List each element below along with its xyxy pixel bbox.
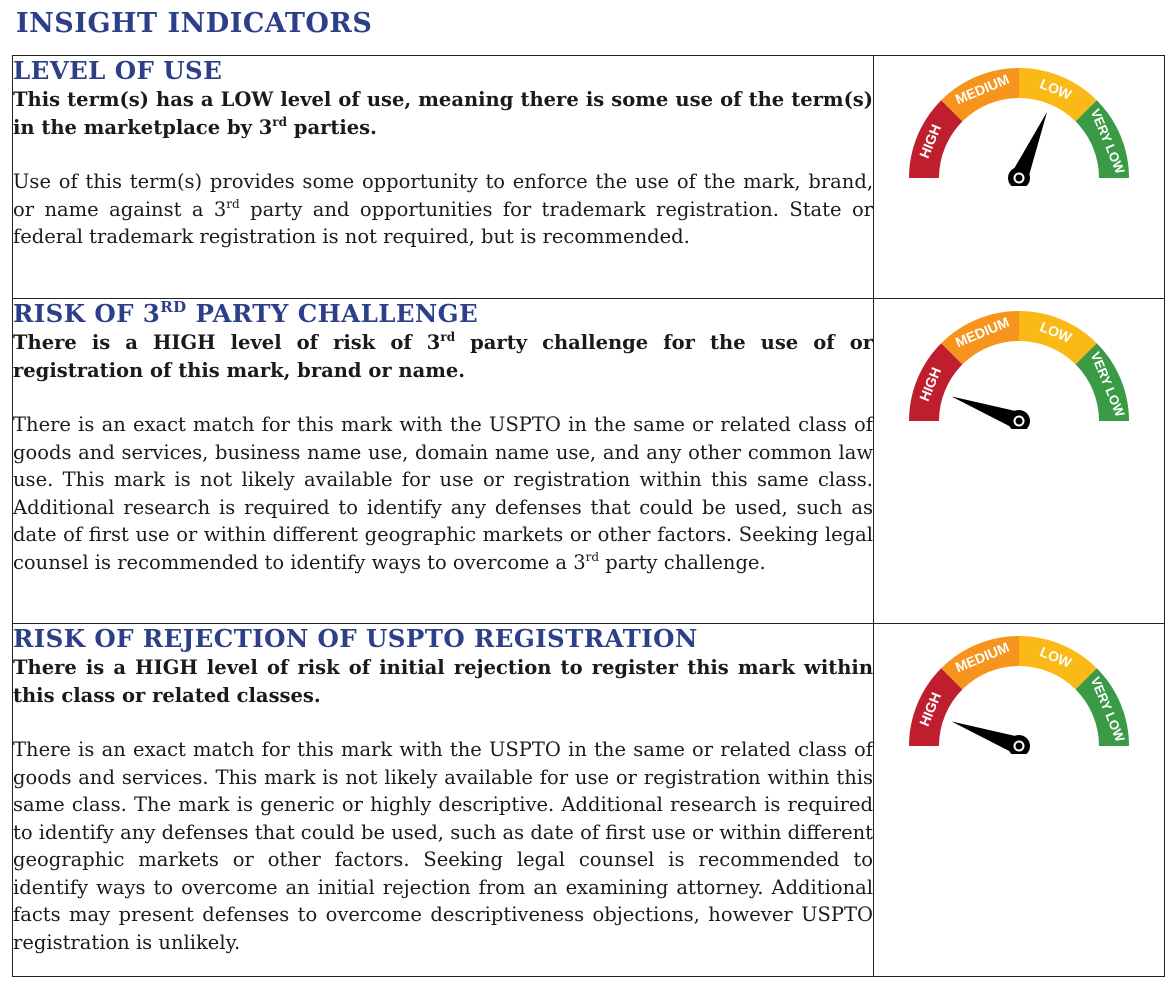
gauge-label-very-low: VERY LOW xyxy=(1087,106,1128,176)
risk-gauge xyxy=(884,299,1154,429)
indicator-row-uspto-rejection xyxy=(13,624,1165,977)
gauge-label-high: HIGH xyxy=(915,364,945,404)
section-heading: RISK OF REJECTION OF USPTO REGISTRATION xyxy=(13,624,698,653)
indicator-row-third-party-challenge xyxy=(13,299,1165,624)
gauge-label-medium: MEDIUM xyxy=(952,638,1012,676)
gauge-label-high: HIGH xyxy=(915,689,945,729)
risk-gauge xyxy=(884,624,1154,754)
section-lead: There is a HIGH level of risk of 3rd party challenge for the use of or registration of this mark, brand or name. xyxy=(13,330,874,382)
section-lead: There is a HIGH level of risk of initial rejection to register this mark within this class or related classes. xyxy=(13,656,874,707)
gauge-cell xyxy=(874,56,1165,299)
gauge-label-low: LOW xyxy=(1037,643,1074,671)
gauge-label-low: LOW xyxy=(1037,75,1074,103)
gauge-label-medium: MEDIUM xyxy=(952,313,1012,351)
gauge-label-low: LOW xyxy=(1037,318,1074,346)
gauge-label-medium: MEDIUM xyxy=(952,70,1012,108)
section-body: Use of this term(s) provides some opportunity to enforce the use of the mark, brand, or name against a 3rd party and opportunities for trademark registration. State or federal trademark registration is not required, but is recommended. xyxy=(13,170,874,248)
indicator-text-cell xyxy=(13,624,874,977)
section-heading: LEVEL OF USE xyxy=(13,56,223,85)
gauge-cell xyxy=(874,624,1165,977)
gauge-label-very-low: VERY LOW xyxy=(1087,349,1128,419)
indicator-text-cell xyxy=(13,56,874,299)
section-body: There is an exact match for this mark with the USPTO in the same or related class of goods and services. This mark is not likely available for use or registration within this same class. The mark is generic or highly descriptive. Additional research is required to identify any defenses that could be used, such as date of first use or within different geographic markets or other factors. Seeking legal counsel is recommended to identify ways to overcome an initial rejection from an examining attorney. Additional facts may present defenses to overcome descriptiveness objections, however USPTO registration is unlikely. xyxy=(13,738,874,954)
indicators-table xyxy=(12,55,1165,977)
section-lead: This term(s) has a LOW level of use, meaning there is some use of the term(s) in the marketplace by 3rd parties. xyxy=(13,88,874,139)
page-title: INSIGHT INDICATORS xyxy=(16,8,373,39)
indicator-text-cell xyxy=(13,299,874,624)
risk-gauge xyxy=(884,56,1154,186)
gauge-cell xyxy=(874,299,1165,624)
gauge-label-very-low: VERY LOW xyxy=(1087,674,1128,744)
indicator-row-level-of-use xyxy=(13,56,1165,299)
gauge-label-high: HIGH xyxy=(915,121,945,161)
section-heading: RISK OF 3RD PARTY CHALLENGE xyxy=(13,298,479,328)
section-body: There is an exact match for this mark with the USPTO in the same or related class of goods and services, business name use, domain name use, and any other common law use. This mark is not likely available for use or registration within this same class. Additional research is required to identify any defenses that could be used, such as date of first use or within different geographic markets or other factors. Seeking legal counsel is recommended to identify ways to overcome a 3rd party challenge. xyxy=(13,413,874,574)
